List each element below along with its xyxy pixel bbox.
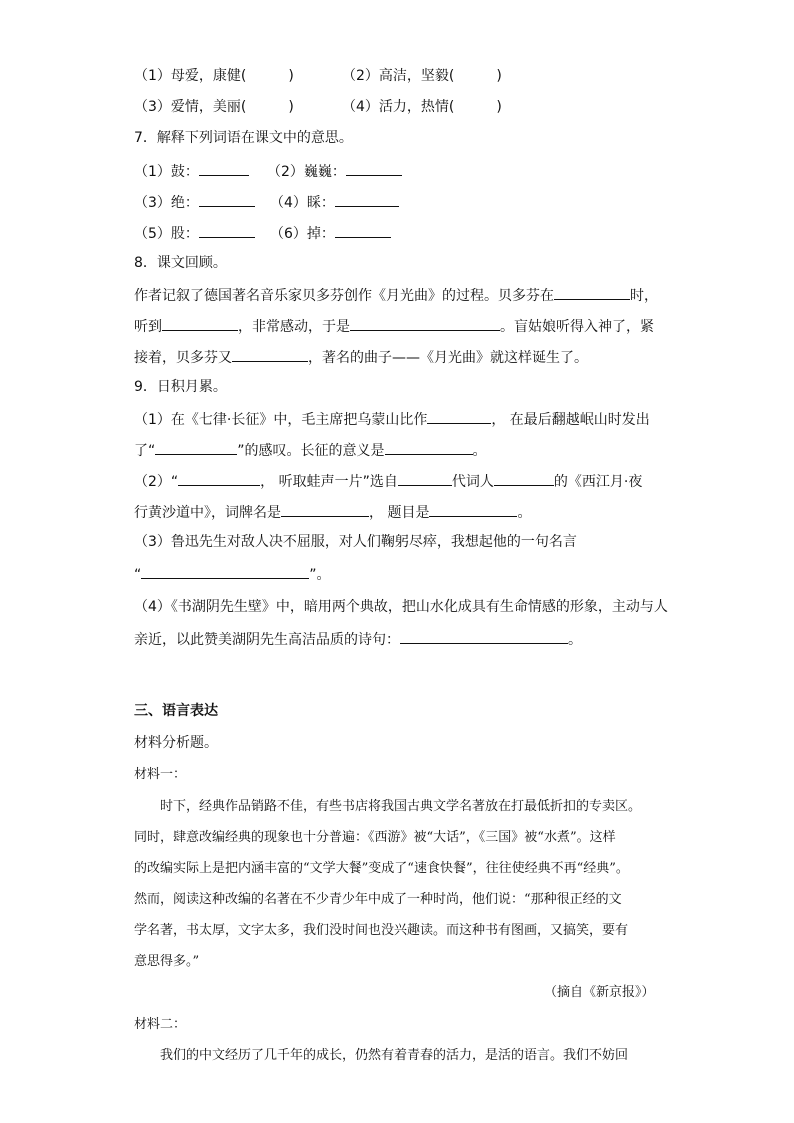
q7-item-5-blank[interactable] (199, 222, 255, 238)
q9-s2-blank-2[interactable] (398, 470, 452, 486)
q9-s3-open-quote: “ (134, 567, 142, 583)
q9-s1-text-b: ， 在最后翻越岷山时发出 (491, 412, 650, 428)
q7-item-6-blank[interactable] (335, 222, 391, 238)
q7-item-3 (134, 191, 255, 213)
q9-s2-blank-5[interactable] (429, 501, 517, 517)
q9-s3-blank[interactable] (141, 563, 309, 579)
q9-s1-text-d: ”的感叹。长征的意义是 (237, 443, 385, 459)
material-1-label: 材料一： (134, 767, 187, 782)
q9-s2-text-g: 。 (517, 505, 532, 521)
material-1-line: 时下，经典作品销路不佳，有些书店将我国古典文学名著放在打最低折扣的专卖区。 (160, 799, 642, 814)
q9-s2-blank-3[interactable] (494, 470, 554, 486)
q9-s2-text-b: ， 听取蛙声一片”选自 (260, 474, 398, 490)
q9-s1-blank-1[interactable] (427, 408, 491, 424)
q6-option-1-close: ) (288, 68, 294, 84)
q8-blank-2[interactable] (162, 315, 238, 331)
q9-s2-blank-4[interactable] (281, 501, 369, 517)
q9-s4-line-1: （4）《书湖阴先生壁》中，暗用两个典故，把山水化成具有生命情感的形象，主动与人 (134, 599, 668, 615)
q9-s4-text: 亲近，以此赞美湖阴先生高洁品质的诗句： (134, 632, 400, 648)
q8-line-1-end: 时， (630, 288, 658, 304)
q6-option-2-close: ) (496, 68, 502, 84)
q9-s1-line-1 (134, 408, 650, 430)
q8-line-1-text: 作者记叙了德国著名音乐家贝多芬创作《月光曲》的过程。贝多芬在 (134, 288, 554, 304)
q9-s2-text-d: 的《西江月·夜 (553, 474, 643, 490)
q9-s4-blank[interactable] (400, 628, 568, 644)
q7-item-4-label: （4）睬： (270, 195, 335, 211)
material-1-line: 意思得多。” (134, 954, 200, 969)
q7-title: 7．解释下列词语在课文中的意思。 (134, 130, 353, 146)
q7-item-1-label: （1）鼓： (134, 164, 199, 180)
q6-option-4-text: （4）活力，热情( (342, 99, 455, 115)
q9-s4-line-2 (134, 628, 582, 650)
q8-line-2-text-c: 。盲姑娘听得入神了，紧 (500, 319, 654, 335)
q9-s2-line-2 (134, 501, 531, 523)
material-1-line: 学名著，书太厚，文字太多，我们没时间也没兴趣读。而这种书有图画，又搞笑，要有 (134, 923, 629, 938)
q7-item-1 (134, 160, 249, 182)
q7-item-2-label: （2）巍巍： (267, 164, 346, 180)
q9-s3-line-1: （3）鲁迅先生对敌人决不屈服，对人们鞠躬尽瘁，我想起他的一句名言 (134, 534, 577, 550)
q6-option-3-close: ) (288, 99, 294, 115)
q6-option-1 (134, 66, 294, 86)
q8-blank-3[interactable] (350, 315, 500, 331)
q8-line-2-text-b: ，非常感动，于是 (238, 319, 350, 335)
q9-s4-end: 。 (568, 632, 582, 648)
q6-option-2 (342, 66, 502, 86)
material-1-line: 的改编实际上是把内涵丰富的“文学大餐”变成了“速食快餐”，往往使经典不再“经典”。 (134, 861, 629, 876)
q9-s2-text-a: （2）“ (134, 474, 179, 490)
q8-line-2-text-a: 听到 (134, 319, 162, 335)
q7-item-2-blank[interactable] (346, 160, 402, 176)
q7-item-1-blank[interactable] (199, 160, 249, 176)
q9-s1-blank-2[interactable] (155, 439, 237, 455)
q9-s3-close-quote: ”。 (309, 567, 331, 583)
q9-s1-text-a: （1）在《七律·长征》中，毛主席把乌蒙山比作 (134, 412, 428, 428)
q6-option-3-text: （3）爱情，美丽( (134, 99, 247, 115)
q9-s2-text-e: 行黄沙道中》，词牌名是 (134, 505, 281, 521)
q9-s2-line-1 (134, 470, 642, 492)
q7-item-6 (270, 222, 391, 244)
q9-s2-text-f: ， 题目是 (369, 505, 430, 521)
q7-item-3-label: （3）绝： (134, 195, 199, 211)
q8-title: 8．课文回顾。 (134, 255, 227, 271)
material-2-label: 材料二： (134, 1017, 187, 1032)
q9-s2-blank-1[interactable] (178, 470, 260, 486)
q7-item-5-label: （5）股： (134, 226, 199, 242)
q7-item-5 (134, 222, 255, 244)
q7-item-3-blank[interactable] (199, 191, 255, 207)
section-3-heading: 三、语言表达 (134, 703, 218, 719)
q6-option-1-text: （1）母爱，康健( (134, 68, 247, 84)
q6-option-2-text: （2）高洁，坚毅( (342, 68, 455, 84)
q7-item-4 (270, 191, 399, 213)
q8-line-1 (134, 284, 658, 306)
q8-blank-4[interactable] (232, 346, 308, 362)
q9-title: 9．日积月累。 (134, 379, 227, 395)
q8-line-2 (134, 315, 654, 337)
q8-line-3 (134, 346, 588, 368)
q7-item-2 (267, 160, 402, 182)
q6-option-3 (134, 97, 294, 117)
q8-line-3-text-a: 接着，贝多芬又 (134, 350, 232, 366)
material-1-line: 然而，阅读这种改编的名著在不少青少年中成了一种时尚，他们说：“那种很正经的文 (134, 892, 622, 907)
q9-s1-text-e: 。 (472, 443, 487, 459)
q8-line-3-text-b: ，著名的曲子——《月光曲》就这样诞生了。 (308, 350, 588, 366)
q9-s1-blank-3[interactable] (385, 439, 473, 455)
q9-s2-text-c: 代词人 (451, 474, 494, 490)
q9-s1-text-c: 了“ (134, 443, 156, 459)
material-2-line: 我们的中文经历了几千年的成长，仍然有着青春的活力，是活的语言。我们不妨回 (160, 1048, 629, 1063)
q9-s1-line-2 (134, 439, 487, 461)
q6-option-4-close: ) (496, 99, 502, 115)
q9-s3-line-2 (134, 563, 331, 585)
section-3-intro: 材料分析题。 (134, 735, 218, 751)
q8-blank-1[interactable] (554, 284, 630, 300)
material-1-line: 同时，肆意改编经典的现象也十分普遍：《西游》被“大话”，《三国》被“水煮”。这样 (134, 830, 616, 845)
q7-item-4-blank[interactable] (335, 191, 399, 207)
material-1-source: （摘自《新京报》） (544, 985, 655, 1000)
q7-item-6-label: （6）掉： (270, 226, 335, 242)
q6-option-4 (342, 97, 502, 117)
